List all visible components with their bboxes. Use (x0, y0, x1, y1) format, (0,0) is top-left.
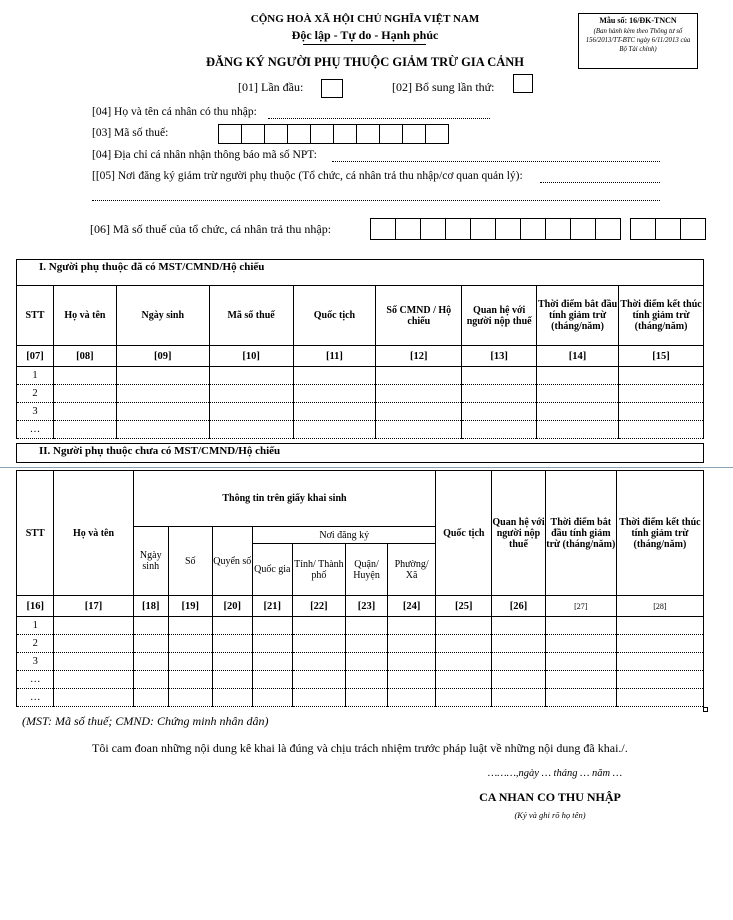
section2-title: II. Người phụ thuộc chưa có MST/CMND/Hộ chiếu (39, 445, 281, 457)
form-code-box (578, 13, 698, 69)
s2-header-stt: STT (17, 471, 54, 596)
section1-title-box (16, 259, 704, 286)
row-number: … (17, 421, 54, 439)
form-note: (Ban hành kèm theo Thông tư số 156/2013/TT-BTC ngày 6/11/2013 của Bộ Tài chính) (585, 28, 691, 53)
s2-code: [18] (133, 596, 168, 617)
s1-header-dob: Ngày sinh (116, 286, 209, 346)
motto-underline (303, 44, 426, 45)
cell[interactable] (387, 689, 436, 707)
cell[interactable] (616, 635, 703, 653)
s2-header-birth-info: Thông tin trên giấy khai sinh (133, 471, 436, 527)
cell[interactable] (209, 403, 293, 421)
cell[interactable] (212, 689, 253, 707)
cell[interactable] (492, 635, 546, 653)
supplement-label: [02] Bổ sung lần thứ: (392, 80, 495, 94)
section2-title-box (16, 443, 704, 463)
s2-header-ward: Phường/ Xã (387, 544, 436, 596)
cell[interactable] (168, 617, 212, 635)
signer-title: CA NHAN CO THU NHẬP (479, 790, 621, 804)
cell[interactable] (292, 635, 346, 653)
cell[interactable] (376, 367, 462, 385)
s2-code: [25] (436, 596, 492, 617)
reg-place-field[interactable] (540, 182, 660, 183)
s2-code: [16] (17, 596, 54, 617)
cell[interactable] (616, 689, 703, 707)
table-row (17, 635, 704, 653)
cell[interactable] (253, 689, 293, 707)
row-number: 2 (17, 635, 54, 653)
cell[interactable] (436, 635, 492, 653)
s1-code: [15] (619, 346, 704, 367)
cell[interactable] (346, 617, 388, 635)
cell[interactable] (292, 689, 346, 707)
section1-table (16, 285, 704, 439)
table-row (17, 617, 704, 635)
cell[interactable] (545, 671, 616, 689)
address-label: [04] Địa chỉ cá nhân nhận thông báo mã số NPT: (92, 149, 317, 161)
cell[interactable] (292, 653, 346, 671)
cell[interactable] (116, 403, 209, 421)
cell[interactable] (387, 653, 436, 671)
taxpayer-name-field[interactable] (268, 118, 490, 119)
cell[interactable] (619, 421, 704, 439)
s2-header-country: Quốc gia (253, 544, 293, 596)
s2-code: [27] (545, 596, 616, 617)
section2-table (16, 470, 704, 707)
cell[interactable] (616, 671, 703, 689)
cell[interactable] (616, 617, 703, 635)
s1-code: [08] (53, 346, 116, 367)
cell[interactable] (462, 385, 537, 403)
cell[interactable] (53, 367, 116, 385)
cell[interactable] (387, 671, 436, 689)
payer-tax-suffix-cells[interactable] (630, 218, 705, 240)
cell[interactable] (545, 617, 616, 635)
s2-header-province: Tỉnh/ Thành phố (292, 544, 346, 596)
cell[interactable] (537, 421, 619, 439)
cell[interactable] (436, 671, 492, 689)
page-divider (0, 467, 733, 468)
s2-header-number: Số (168, 527, 212, 596)
cell[interactable] (545, 689, 616, 707)
s2-header-nationality: Quốc tịch (436, 471, 492, 596)
cell[interactable] (168, 653, 212, 671)
cell[interactable] (168, 635, 212, 653)
cell[interactable] (537, 403, 619, 421)
s2-code: [17] (54, 596, 133, 617)
cell[interactable] (253, 671, 293, 689)
cell[interactable] (133, 635, 168, 653)
cell[interactable] (346, 689, 388, 707)
table-row (17, 367, 704, 385)
s2-code: [24] (387, 596, 436, 617)
cell[interactable] (133, 689, 168, 707)
row-number: 1 (17, 617, 54, 635)
cell[interactable] (462, 421, 537, 439)
row-number: 1 (17, 367, 54, 385)
form-title: ĐĂNG KÝ NGƯỜI PHỤ THUỘC GIẢM TRỪ GIA CẢNH (205, 55, 525, 69)
cell[interactable] (292, 617, 346, 635)
s2-code: [19] (168, 596, 212, 617)
cell[interactable] (462, 367, 537, 385)
cell[interactable] (53, 421, 116, 439)
cell[interactable] (436, 617, 492, 635)
s2-header-dob: Ngày sinh (133, 527, 168, 596)
motto: Độc lập - Tự do - Hạnh phúc (291, 28, 439, 42)
cell[interactable] (116, 385, 209, 403)
s2-header-name: Họ và tên (54, 471, 133, 596)
supplement-input[interactable] (513, 74, 533, 93)
cell[interactable] (537, 367, 619, 385)
cell[interactable] (212, 617, 253, 635)
cell[interactable] (492, 617, 546, 635)
s1-code: [14] (537, 346, 619, 367)
cell[interactable] (168, 689, 212, 707)
s1-code: [10] (209, 346, 293, 367)
s2-header-end: Thời điểm kết thúc tính giảm trừ (tháng/năm) (616, 471, 703, 596)
payer-tax-cells[interactable] (370, 218, 620, 240)
cell[interactable] (209, 385, 293, 403)
s1-code: [11] (293, 346, 376, 367)
cell[interactable] (376, 403, 462, 421)
cell[interactable] (209, 421, 293, 439)
payer-tax-label: [06] Mã số thuế của tổ chức, cá nhân trả thu nhập: (90, 222, 332, 236)
table-row (17, 385, 704, 403)
s1-header-name: Họ và tên (53, 286, 116, 346)
cell[interactable] (292, 671, 346, 689)
cell[interactable] (54, 671, 133, 689)
s1-header-end: Thời điểm kết thúc tính giảm trừ (tháng/năm) (619, 286, 704, 346)
s2-code: [28] (616, 596, 703, 617)
cell[interactable] (54, 689, 133, 707)
cell[interactable] (545, 635, 616, 653)
row-number: 2 (17, 385, 54, 403)
row-number: … (17, 671, 54, 689)
tax-code-label: [03] Mã số thuế: (92, 127, 169, 139)
s2-code: [20] (212, 596, 253, 617)
s1-header-tax: Mã số thuế (209, 286, 293, 346)
cell[interactable] (253, 653, 293, 671)
cell[interactable] (537, 385, 619, 403)
s2-header-reg-place: Nơi đăng ký (253, 527, 436, 544)
cell[interactable] (293, 403, 376, 421)
cell[interactable] (116, 367, 209, 385)
s1-code: [09] (116, 346, 209, 367)
cell[interactable] (436, 689, 492, 707)
s1-header-stt: STT (17, 286, 54, 346)
cell[interactable] (212, 635, 253, 653)
s2-code: [26] (492, 596, 546, 617)
sign-note: (Ký và ghi rõ họ tên) (514, 810, 586, 820)
s1-code: [12] (376, 346, 462, 367)
row-number: 3 (17, 653, 54, 671)
cell[interactable] (346, 671, 388, 689)
cell[interactable] (53, 403, 116, 421)
cell[interactable] (492, 653, 546, 671)
row-number: 3 (17, 403, 54, 421)
s1-code: [13] (462, 346, 537, 367)
cell[interactable] (54, 635, 133, 653)
cell[interactable] (436, 653, 492, 671)
cell[interactable] (212, 653, 253, 671)
abbreviation-note: (MST: Mã số thuế; CMND: Chứng minh nhân dân) (22, 714, 269, 728)
s2-header-start: Thời điểm bắt đầu tính giảm trừ (tháng/năm) (545, 471, 616, 596)
s1-code: [07] (17, 346, 54, 367)
section1-title: I. Người phụ thuộc đã có MST/CMND/Hộ chiếu (39, 261, 265, 273)
first-time-checkbox[interactable] (321, 79, 343, 98)
cell[interactable] (376, 421, 462, 439)
cell[interactable] (492, 671, 546, 689)
cell[interactable] (133, 653, 168, 671)
cell[interactable] (346, 653, 388, 671)
cell[interactable] (616, 653, 703, 671)
cell[interactable] (54, 617, 133, 635)
row-number: … (17, 689, 54, 707)
cell[interactable] (133, 671, 168, 689)
cell[interactable] (253, 635, 293, 653)
s2-code: [22] (292, 596, 346, 617)
cell[interactable] (492, 689, 546, 707)
reg-place-field-line2[interactable] (92, 200, 660, 201)
nation-name: CỘNG HOÀ XÃ HỘI CHỦ NGHĨA VIỆT NAM (250, 13, 480, 25)
cell[interactable] (346, 635, 388, 653)
cell[interactable] (293, 421, 376, 439)
table-row (17, 653, 704, 671)
cell[interactable] (133, 617, 168, 635)
s2-code: [23] (346, 596, 388, 617)
cell[interactable] (116, 421, 209, 439)
cell[interactable] (212, 671, 253, 689)
reg-place-label: [[05] Nơi đăng ký giảm trừ người phụ thuộc (Tổ chức, cá nhân trả thu nhập/cơ quan quản lý): (92, 170, 523, 182)
table-row (17, 403, 704, 421)
table-row (17, 671, 704, 689)
form-code: Mẫu số: 16/ĐK-TNCN (599, 16, 677, 25)
sign-date: ………,ngày … tháng … năm … (487, 768, 623, 779)
cell[interactable] (293, 385, 376, 403)
cell[interactable] (168, 671, 212, 689)
cell[interactable] (54, 653, 133, 671)
resize-handle[interactable] (703, 707, 708, 712)
cell[interactable] (53, 385, 116, 403)
first-time-label: [01] Lần đầu: (238, 80, 304, 94)
cell[interactable] (545, 653, 616, 671)
cell[interactable] (462, 403, 537, 421)
s1-header-relation: Quan hệ với người nộp thuế (462, 286, 537, 346)
cell[interactable] (619, 367, 704, 385)
s2-code: [21] (253, 596, 293, 617)
cell[interactable] (209, 367, 293, 385)
cell[interactable] (387, 635, 436, 653)
address-field[interactable] (332, 161, 660, 162)
cell[interactable] (619, 385, 704, 403)
pledge-text: Tôi cam đoan những nội dung kê khai là đúng và chịu trách nhiệm trước pháp luật về những nội dung đã khai./. (92, 741, 628, 755)
cell[interactable] (619, 403, 704, 421)
cell[interactable] (376, 385, 462, 403)
s2-header-district: Quận/ Huyện (346, 544, 388, 596)
cell[interactable] (387, 617, 436, 635)
table-row (17, 421, 704, 439)
tax-code-cells[interactable] (218, 124, 448, 144)
s2-header-relation: Quan hệ với người nộp thuế (492, 471, 546, 596)
s1-header-start: Thời điểm bắt đầu tính giảm trừ (tháng/năm) (537, 286, 619, 346)
s2-header-book: Quyển số (212, 527, 253, 596)
table-row (17, 689, 704, 707)
cell[interactable] (253, 617, 293, 635)
cell[interactable] (293, 367, 376, 385)
s1-header-id: Số CMND / Hộ chiếu (376, 286, 462, 346)
s1-header-nationality: Quốc tịch (293, 286, 376, 346)
taxpayer-name-label: [04] Họ và tên cá nhân có thu nhập: (92, 106, 257, 118)
